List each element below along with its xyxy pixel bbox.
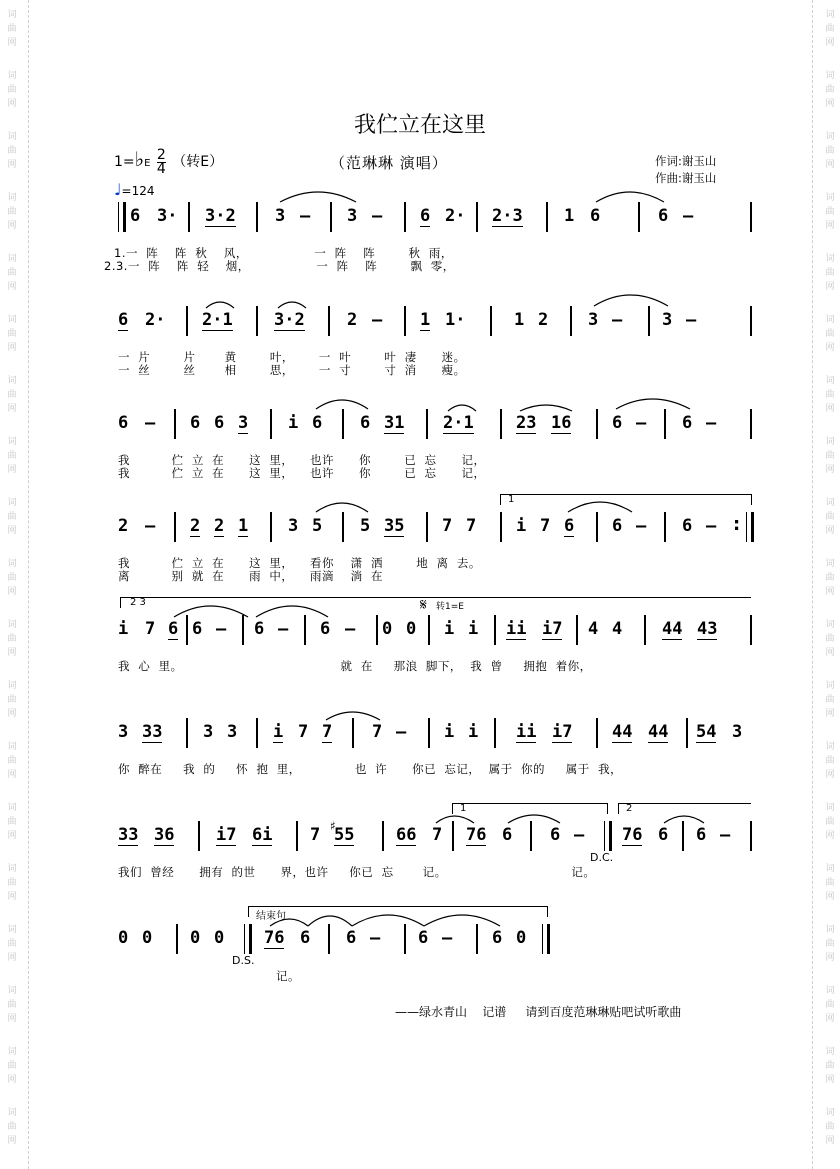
note: –: [216, 619, 227, 639]
note: –: [145, 413, 156, 433]
note: 6: [612, 516, 623, 536]
note: 2: [214, 516, 225, 536]
note: 6: [658, 825, 669, 845]
watermark-text: 词 曲 网: [825, 986, 835, 1024]
lyric-line: 我们 曾经 拥有 的世 界，也许 你已 忘 记。 记。: [118, 865, 596, 879]
note: 5: [312, 516, 323, 536]
watermark-text: 词 曲 网: [825, 10, 835, 48]
lyric-line: 1.一 阵 阵 秋 风， 一 阵 阵 秋 雨，: [114, 246, 453, 260]
song-title: 我伫立在这里: [353, 113, 486, 138]
volta-number: 2 3: [130, 597, 146, 608]
key-signature: [114, 147, 223, 176]
lyric-line: 我 伫 立 在 这 里， 也许 你 已 忘 记，: [118, 453, 486, 467]
watermark-text: 词 曲 网: [825, 620, 835, 658]
dal-segno-mark: D.S.: [232, 954, 255, 967]
key-letter: E: [144, 158, 151, 169]
volta-bracket-2: [618, 803, 751, 814]
tempo-value: =124: [121, 184, 155, 198]
note: 7: [298, 722, 309, 742]
note: 6: [420, 206, 431, 226]
note: i: [444, 722, 455, 742]
note: 6: [682, 413, 693, 433]
note: –: [145, 516, 156, 536]
note: 1: [420, 310, 431, 330]
note: –: [370, 928, 381, 948]
note: 6: [214, 413, 225, 433]
note: 6: [300, 928, 311, 948]
watermark-text: 词 曲 网: [7, 315, 17, 353]
da-capo-mark: D.C.: [590, 851, 614, 864]
note: 1: [564, 206, 575, 226]
volta-bracket-1: [452, 803, 608, 814]
note: –: [636, 516, 647, 536]
note: 0: [406, 619, 417, 639]
lyric-line: 记。: [276, 969, 300, 983]
lyricist: 作词:谢玉山: [655, 154, 717, 168]
note: –: [372, 310, 383, 330]
note: 6: [312, 413, 323, 433]
note: 3: [238, 413, 249, 433]
note: 31: [384, 413, 405, 433]
watermark-text: 词 曲 网: [7, 925, 17, 963]
time-top: 2: [156, 146, 166, 163]
note: 6: [168, 619, 179, 639]
note: i: [468, 619, 479, 639]
score-row-5: [0, 595, 840, 719]
key-change-mark: 转1=E: [436, 602, 464, 612]
note: 6: [118, 310, 129, 330]
ending-label: 结束句: [256, 911, 286, 922]
note: 3: [118, 722, 129, 742]
note: 2: [118, 516, 129, 536]
note: 2: [190, 516, 201, 536]
note: –: [706, 516, 717, 536]
note: 2·3: [492, 206, 523, 226]
watermark-text: 词 曲 网: [7, 132, 17, 170]
watermark-text: 词 曲 网: [825, 803, 835, 841]
watermark-text: 词 曲 网: [825, 1108, 835, 1146]
note: 44: [648, 722, 669, 742]
note: 35: [384, 516, 405, 536]
note: 6: [320, 619, 331, 639]
note: 3: [588, 310, 599, 330]
note: 76: [466, 825, 487, 845]
note: 6: [254, 619, 265, 639]
note: 33: [118, 825, 139, 845]
note: 6: [346, 928, 357, 948]
note: 3: [275, 206, 286, 226]
watermark-text: 词 曲 网: [825, 681, 835, 719]
note: 6: [682, 516, 693, 536]
watermark-text: 词 曲 网: [825, 376, 835, 414]
note: 6: [130, 206, 141, 226]
note: 0: [190, 928, 201, 948]
watermark-text: 词 曲 网: [825, 1047, 835, 1085]
watermark-text: 词 曲 网: [825, 254, 835, 292]
watermark-text: 词 曲 网: [825, 193, 835, 231]
note: 2·: [445, 206, 466, 226]
note: 3: [347, 206, 358, 226]
watermark-text: 词 曲 网: [7, 193, 17, 231]
note: 6: [550, 825, 561, 845]
note: 6: [492, 928, 503, 948]
watermark-text: 词 曲 网: [7, 1047, 17, 1085]
note: –: [683, 206, 694, 226]
repeat-dots: :: [733, 514, 741, 535]
watermark-text: 词 曲 网: [7, 864, 17, 902]
watermark-text: 词 曲 网: [7, 1108, 17, 1146]
note: –: [686, 310, 697, 330]
watermark-text: 词 曲 网: [825, 742, 835, 780]
note: 6: [696, 825, 707, 845]
note: 16: [551, 413, 572, 433]
sharp-icon: ♯: [330, 819, 336, 833]
note: 4: [612, 619, 623, 639]
lyric-line: 2.3.一 阵 阵 轻 烟， 一 阵 阵 飘 零，: [104, 259, 455, 273]
note: 2·1: [443, 413, 474, 433]
note: i: [273, 722, 284, 742]
note: 0: [516, 928, 527, 948]
note: 7: [372, 722, 383, 742]
watermark-text: 词 曲 网: [7, 254, 17, 292]
note: 7: [322, 722, 333, 742]
note: 1: [238, 516, 249, 536]
footer-note: ——绿水青山 记谱 请到百度范琳琳贴吧试听歌曲: [395, 1005, 682, 1019]
watermark-text: 词 曲 网: [7, 803, 17, 841]
note: i: [444, 619, 455, 639]
note: –: [442, 928, 453, 948]
watermark-text: 词 曲 网: [7, 620, 17, 658]
note: 3: [662, 310, 673, 330]
note: 3: [288, 516, 299, 536]
note: 2·1: [202, 310, 233, 330]
note: –: [345, 619, 356, 639]
note: –: [574, 825, 585, 845]
note: 2·: [145, 310, 166, 330]
note: 3·2: [205, 206, 236, 226]
note: 6: [360, 413, 371, 433]
note: 6: [502, 825, 513, 845]
volta-bracket: [500, 494, 752, 505]
watermark-text: 词 曲 网: [7, 559, 17, 597]
note: 6: [418, 928, 429, 948]
score-row-2: [0, 300, 840, 410]
note: –: [278, 619, 289, 639]
watermark-text: 词 曲 网: [7, 986, 17, 1024]
note: i7: [216, 825, 237, 845]
note: 43: [697, 619, 718, 639]
watermark-text: 词 曲 网: [7, 71, 17, 109]
note: –: [636, 413, 647, 433]
note: –: [612, 310, 623, 330]
note: 4: [588, 619, 599, 639]
key-prefix: 1=: [114, 154, 135, 170]
note: 33: [142, 722, 163, 742]
note: 6: [190, 413, 201, 433]
watermark-text: 词 曲 网: [825, 132, 835, 170]
note: i7: [552, 722, 573, 742]
key-change-label: （转E）: [172, 154, 224, 170]
note: ii: [506, 619, 527, 639]
note: 6: [612, 413, 623, 433]
note: 2: [538, 310, 549, 330]
watermark-text: 词 曲 网: [7, 437, 17, 475]
watermark-text: 词 曲 网: [825, 498, 835, 536]
note: 6: [658, 206, 669, 226]
note: 7: [442, 516, 453, 536]
note: 7: [466, 516, 477, 536]
note: i: [118, 619, 129, 639]
note: –: [706, 413, 717, 433]
volta-number: 2: [626, 803, 633, 814]
note: 3: [203, 722, 214, 742]
note: 2: [347, 310, 358, 330]
watermark-text: 词 曲 网: [7, 742, 17, 780]
note: i: [288, 413, 299, 433]
composer: 作曲:谢玉山: [655, 171, 717, 185]
note: 36: [154, 825, 175, 845]
note: 44: [662, 619, 683, 639]
note: 6i: [252, 825, 273, 845]
note: 6: [590, 206, 601, 226]
score-row-1: [0, 196, 840, 306]
note: 6: [564, 516, 575, 536]
lyric-line: 一 丝 丝 相 思， 一 寸 寸 消 瘦。: [118, 363, 466, 377]
note: ii: [516, 722, 537, 742]
note: –: [372, 206, 383, 226]
note: 7: [145, 619, 156, 639]
note: 0: [382, 619, 393, 639]
note: 23: [516, 413, 537, 433]
volta-number: 1: [508, 494, 515, 505]
quarter-note-icon: ♩: [114, 180, 122, 199]
time-signature: [156, 146, 166, 177]
note: 0: [142, 928, 153, 948]
note: 66: [396, 825, 417, 845]
note: 6: [118, 413, 129, 433]
lyric-line: 离 别 就 在 雨 中， 雨滴 淌 在: [118, 569, 383, 583]
note: 7: [432, 825, 443, 845]
note: i: [516, 516, 527, 536]
note: 44: [612, 722, 633, 742]
watermark-text: 词 曲 网: [825, 559, 835, 597]
time-bottom: 4: [156, 160, 166, 177]
note: 76: [264, 928, 285, 948]
lyric-line: 我 伫 立 在 这 里， 看你 潇 洒 地 离 去。: [118, 556, 481, 570]
watermark-text: 词 曲 网: [825, 437, 835, 475]
note: 1·: [445, 310, 466, 330]
note: –: [300, 206, 311, 226]
watermark-text: 词 曲 网: [825, 864, 835, 902]
note: 6: [192, 619, 203, 639]
watermark-text: 词 曲 网: [825, 71, 835, 109]
volta-number: 1: [460, 803, 467, 814]
watermark-text: 词 曲 网: [7, 376, 17, 414]
watermark-text: 词 曲 网: [825, 315, 835, 353]
lyric-line: 你 醉在 我 的 怀 抱 里， 也 许 你已 忘记， 属于 你的 属于 我，: [118, 762, 623, 776]
note: 1: [514, 310, 525, 330]
watermark-text: 词 曲 网: [7, 681, 17, 719]
watermark-text: 词 曲 网: [7, 498, 17, 536]
lyric-line: 我 伫 立 在 这 里， 也许 你 已 忘 记，: [118, 466, 486, 480]
lyric-line: 我 心 里。 就 在 那浪 脚下， 我 曾 拥抱 着你，: [118, 659, 592, 673]
watermark-text: 词 曲 网: [7, 10, 17, 48]
note: 5: [360, 516, 371, 536]
note: 7: [310, 825, 321, 845]
note: 54: [696, 722, 717, 742]
note: i7: [542, 619, 563, 639]
flat-icon: ♭: [134, 147, 145, 171]
performer: （范琳琳 演唱）: [330, 154, 448, 172]
note: 0: [214, 928, 225, 948]
note: –: [720, 825, 731, 845]
note: i: [468, 722, 479, 742]
watermark-text: 词 曲 网: [825, 925, 835, 963]
note: –: [396, 722, 407, 742]
segno-icon: 𝄋: [420, 595, 427, 614]
note: 7: [540, 516, 551, 536]
lyric-line: 一 片 片 黄 叶， 一 叶 叶 凄 迷。: [118, 350, 466, 364]
note: 3·2: [274, 310, 305, 330]
note: 0: [118, 928, 129, 948]
note: 55: [334, 825, 355, 845]
note: 3·: [157, 206, 178, 226]
note: 3: [227, 722, 238, 742]
note: 76: [622, 825, 643, 845]
note: 3: [732, 722, 743, 742]
